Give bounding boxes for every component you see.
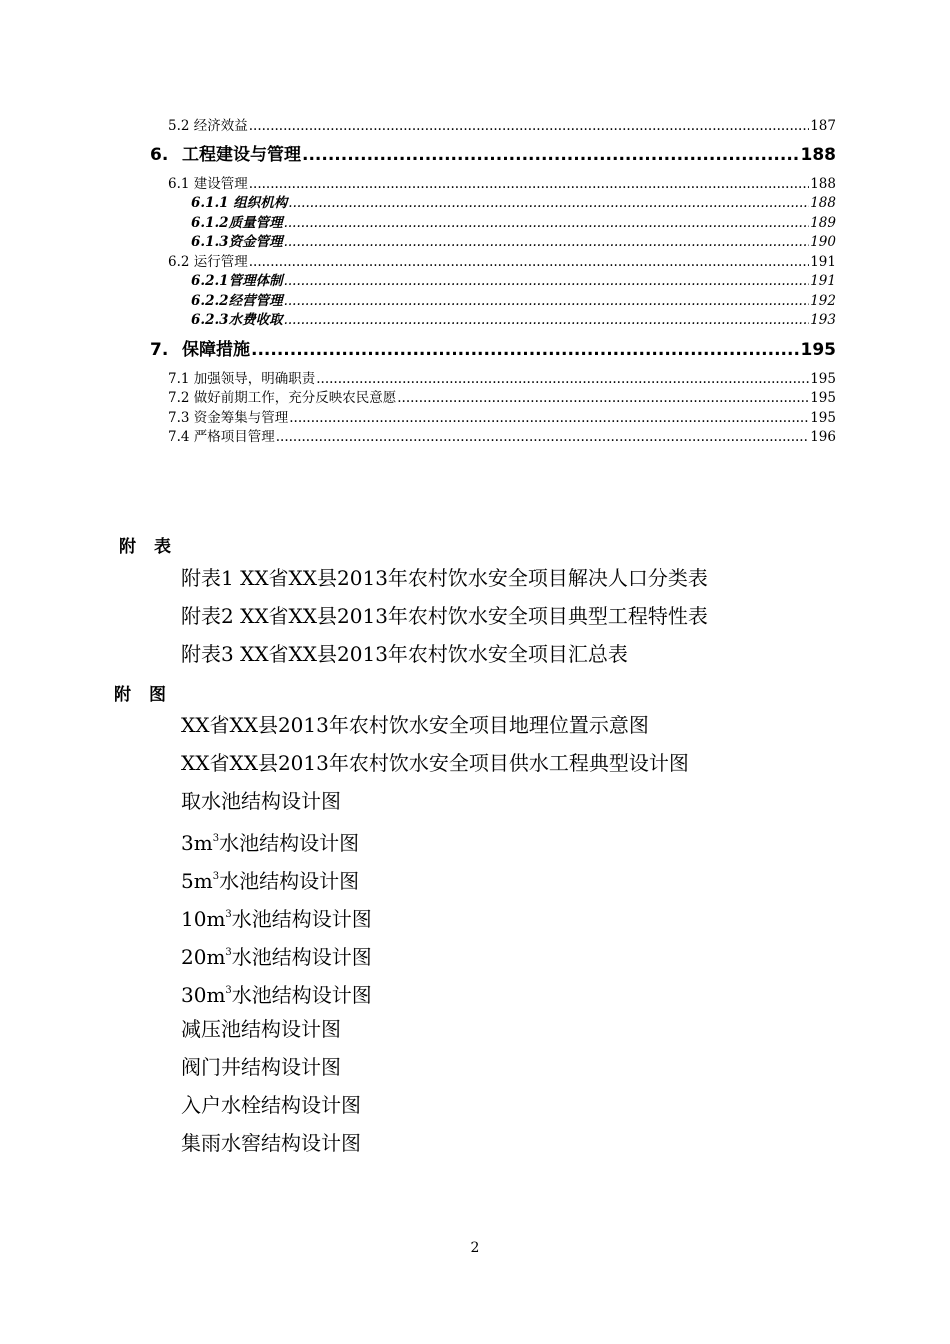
appendix-figure-item: [181, 864, 359, 894]
volume-value: 20m: [181, 945, 226, 969]
figure-title: 水池结构设计图: [219, 831, 360, 855]
toc-chapter-title: 保障措施: [182, 340, 250, 360]
toc-entry-6-1-2[interactable]: [191, 214, 836, 233]
heading-char: 图: [149, 685, 166, 705]
toc-entry-6-2-3[interactable]: [191, 311, 836, 330]
toc-page: 187: [810, 118, 836, 134]
toc-entry-7-1[interactable]: [168, 370, 836, 389]
appendix-tables-heading: [119, 532, 171, 557]
toc-leader: [251, 337, 800, 363]
appendix-table-item: 附表3 XX省XX县2013年农村饮水安全项目汇总表: [181, 642, 628, 666]
toc-page: 191: [810, 273, 836, 289]
toc-leader: [284, 214, 810, 233]
toc-label: 6.1.1 组织机构: [191, 195, 288, 211]
toc-page: 195: [810, 371, 836, 387]
toc-entry-6-1[interactable]: [168, 175, 836, 194]
toc-entry-7-3[interactable]: [168, 409, 836, 428]
toc-label: 6.2.2经营管理: [191, 293, 283, 309]
figure-title: 水池结构设计图: [219, 869, 360, 893]
toc-page: 191: [810, 254, 836, 270]
toc-label: 6.2.1管理体制: [191, 273, 283, 289]
toc-leader: [302, 142, 800, 168]
toc-leader: [284, 233, 810, 252]
toc-leader: [397, 389, 809, 408]
toc-label: 7.3 资金筹集与管理: [168, 410, 289, 426]
appendix-figure-item: 取水池结构设计图: [181, 789, 341, 813]
volume-value: 5m: [181, 869, 213, 893]
toc-leader: [249, 175, 809, 194]
appendix-figure-item: 减压池结构设计图: [181, 1017, 341, 1041]
toc-entry-6[interactable]: [150, 142, 836, 168]
appendix-figure-item: 集雨水窖结构设计图: [181, 1131, 361, 1155]
toc-label: 6.2 运行管理: [168, 254, 248, 270]
toc-leader: [289, 409, 809, 428]
toc-entry-6-2-2[interactable]: [191, 292, 836, 311]
heading-char: 附: [114, 685, 131, 705]
appendix-figure-item: [181, 940, 372, 970]
toc-leader: [249, 253, 809, 272]
toc-page: 195: [810, 410, 836, 426]
appendix-table-item: 附表1 XX省XX县2013年农村饮水安全项目解决人口分类表: [181, 566, 708, 590]
figure-title: 水池结构设计图: [231, 983, 372, 1007]
toc-label: 6.1.3资金管理: [191, 234, 283, 250]
toc-leader: [249, 117, 809, 136]
toc-leader: [276, 428, 809, 447]
volume-value: 10m: [181, 907, 226, 931]
toc-label: 7.4 严格项目管理: [168, 429, 275, 445]
toc-entry-7-4[interactable]: [168, 428, 836, 447]
toc-page: 196: [810, 429, 836, 445]
toc-page: 188: [800, 145, 836, 165]
toc-label: [150, 142, 301, 168]
toc-leader: [284, 311, 810, 330]
figure-title: 水池结构设计图: [231, 907, 372, 931]
superscript: 3: [225, 909, 232, 920]
toc-page: 195: [800, 340, 836, 360]
appendix-figure-item: 入户水栓结构设计图: [181, 1093, 361, 1117]
toc-leader: [288, 194, 809, 213]
superscript: 3: [225, 985, 232, 996]
toc-chapter-number: 7.: [150, 340, 169, 360]
page-number: 2: [470, 1240, 480, 1256]
appendix-table-item: 附表2 XX省XX县2013年农村饮水安全项目典型工程特性表: [181, 604, 708, 628]
toc-label: 7.1 加强领导，明确职责: [168, 371, 316, 387]
toc-entry-5-2[interactable]: [168, 117, 836, 136]
appendix-figure-item: [181, 826, 359, 856]
superscript: 3: [212, 871, 220, 882]
toc-entry-7-2[interactable]: [168, 389, 836, 408]
figure-title: 水池结构设计图: [231, 945, 372, 969]
toc-chapter-number: 6.: [150, 145, 169, 165]
superscript: 3: [225, 947, 232, 958]
toc-page: 188: [810, 176, 836, 192]
toc-page: 189: [810, 215, 836, 231]
superscript: 3: [212, 833, 220, 844]
toc-label: 5.2 经济效益: [168, 118, 248, 134]
toc-page: 190: [810, 234, 836, 250]
volume-value: 30m: [181, 983, 226, 1007]
toc-page: 195: [810, 390, 836, 406]
toc-chapter-title: 工程建设与管理: [182, 145, 301, 165]
toc-label: 7.2 做好前期工作，充分反映农民意愿: [168, 390, 397, 406]
toc-label: 6.1 建设管理: [168, 176, 248, 192]
toc-label: [150, 337, 250, 363]
toc-leader: [316, 370, 809, 389]
toc-entry-6-2[interactable]: [168, 253, 836, 272]
toc-entry-6-1-1[interactable]: [191, 194, 836, 213]
toc-leader: [284, 292, 810, 311]
appendix-figure-item: [181, 902, 372, 932]
toc-page: 188: [810, 195, 836, 211]
appendix-figure-item: XX省XX县2013年农村饮水安全项目地理位置示意图: [181, 713, 649, 737]
appendix-figure-item: XX省XX县2013年农村饮水安全项目供水工程典型设计图: [181, 751, 689, 775]
appendix-figure-item: [181, 978, 372, 1008]
volume-value: 3m: [181, 831, 213, 855]
toc-page: 192: [810, 293, 836, 309]
heading-char: 表: [154, 537, 171, 557]
toc-page: 193: [810, 312, 836, 328]
toc-leader: [284, 272, 810, 291]
appendix-figures-heading: [114, 680, 166, 705]
toc-entry-7[interactable]: [150, 337, 836, 363]
toc-entry-6-1-3[interactable]: [191, 233, 836, 252]
toc-label: 6.2.3水费收取: [191, 312, 283, 328]
heading-char: 附: [119, 537, 136, 557]
toc-label: 6.1.2质量管理: [191, 215, 283, 231]
toc-entry-6-2-1[interactable]: [191, 272, 836, 291]
appendix-figure-item: 阀门井结构设计图: [181, 1055, 341, 1079]
